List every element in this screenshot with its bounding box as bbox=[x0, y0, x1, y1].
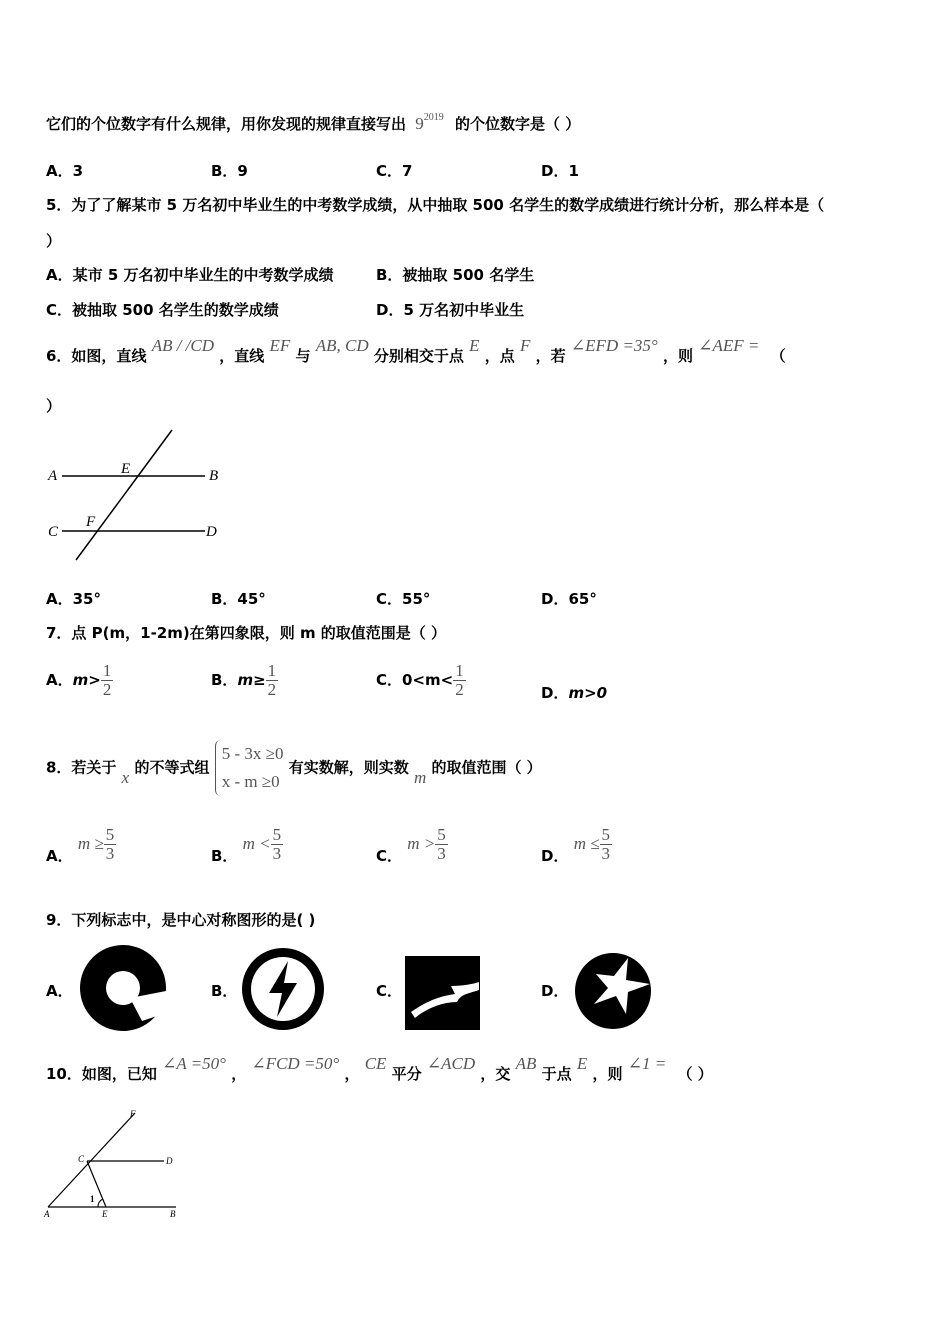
q8-d-numerator: 5 bbox=[601, 825, 611, 844]
q8-a-label: A． bbox=[46, 847, 73, 865]
logo-c-icon bbox=[405, 956, 480, 1030]
q6-option-b: B．45° bbox=[211, 590, 266, 608]
q8-c-numerator: 5 bbox=[437, 825, 446, 844]
q6-option-d: D．65° bbox=[541, 590, 597, 608]
q8-b-denominator: 3 bbox=[272, 844, 282, 863]
q8-a-denominator: 3 bbox=[105, 844, 115, 863]
q8-text-4: 的取值范围（ ） bbox=[431, 758, 542, 777]
q8-inequality-system bbox=[215, 740, 284, 796]
q7-b-denominator: 2 bbox=[267, 680, 277, 699]
q6-math-f: F bbox=[520, 336, 531, 355]
q8-d-label: D． bbox=[541, 847, 569, 865]
label-e: E bbox=[102, 1209, 108, 1219]
q10-math-e: E bbox=[576, 1054, 588, 1073]
q7-c-expr: 0<m< bbox=[402, 671, 454, 689]
angle-1-arc bbox=[98, 1199, 103, 1207]
q7-a-denominator: 2 bbox=[102, 680, 112, 699]
q6-text-8: （ bbox=[770, 347, 786, 365]
q8-a-numerator: 5 bbox=[105, 825, 115, 844]
q10-text-6: 于点 bbox=[541, 1065, 572, 1083]
q8-c-denominator: 3 bbox=[437, 844, 446, 863]
q8-num: 8．若关于 bbox=[46, 758, 117, 777]
q4-tail: 的个位数字是（ ） bbox=[454, 115, 581, 133]
q8-text-2: 的不等式组 bbox=[134, 758, 210, 777]
q7-stem: 7．点 P(m，1-2m)在第四象限，则 m 的取值范围是（ ） bbox=[46, 624, 447, 642]
q7-option-c bbox=[376, 662, 466, 699]
q7-b-label: B． bbox=[211, 671, 238, 689]
q8-d-expr: m ≤ bbox=[573, 834, 600, 853]
line-af bbox=[48, 1113, 135, 1207]
q6-text-3: 与 bbox=[295, 347, 311, 365]
q5-stem-line2: ） bbox=[46, 232, 62, 250]
q10-text-2: ， bbox=[231, 1065, 247, 1083]
q7-c-numerator: 1 bbox=[455, 661, 464, 680]
q8-math-m: m bbox=[413, 767, 427, 787]
label-c: C bbox=[48, 524, 59, 540]
q4-option-d: D．1 bbox=[541, 162, 579, 180]
q4-exponent: 2019 bbox=[423, 112, 444, 123]
q8-option-c bbox=[376, 826, 448, 863]
q10-stem bbox=[46, 1054, 713, 1084]
q9-label-b: B． bbox=[211, 982, 238, 1000]
q6-stem bbox=[46, 336, 786, 366]
label-c: C bbox=[78, 1154, 85, 1164]
q6-math-ef: EF bbox=[269, 336, 291, 355]
q8-b-numerator: 5 bbox=[272, 825, 282, 844]
q6-math-ab-cd-2: AB, CD bbox=[315, 336, 369, 355]
q10-math-angle-a: ∠A =50° bbox=[162, 1054, 226, 1073]
q10-math-angle-1: ∠1 = bbox=[627, 1054, 667, 1073]
line-ef bbox=[76, 430, 172, 560]
label-angle-1: 1 bbox=[90, 1194, 95, 1204]
q5-option-d: D．5 万名初中毕业生 bbox=[376, 301, 525, 319]
q10-text-3: ， bbox=[344, 1065, 360, 1083]
q6-figure bbox=[40, 425, 240, 565]
q7-b-numerator: 1 bbox=[267, 661, 277, 680]
star-icon bbox=[574, 952, 652, 1030]
label-f: F bbox=[86, 514, 96, 530]
q7-a-label: A． bbox=[46, 671, 73, 689]
q8-option-a bbox=[46, 826, 116, 863]
q5-stem-line1: 5．为了了解某市 5 万名初中毕业生的中考数学成绩，从中抽取 500 名学生的数学成绩进行统计分析，那么样本是（ bbox=[46, 196, 825, 214]
label-a: A bbox=[44, 1209, 50, 1219]
q8-text-3: 有实数解，则实数 bbox=[288, 758, 409, 777]
q8-c-expr: m > bbox=[407, 834, 436, 853]
q6-option-a: A．35° bbox=[46, 590, 101, 608]
q7-c-label: C． bbox=[376, 671, 403, 689]
q7-option-a bbox=[46, 662, 113, 699]
label-a: A bbox=[48, 468, 58, 484]
q4-text: 它们的个位数字有什么规律，用你发现的规律直接写出 bbox=[46, 115, 407, 133]
q7-option-b bbox=[211, 662, 278, 699]
q10-text-4: 平分 bbox=[391, 1065, 422, 1083]
q7-option-d bbox=[541, 683, 607, 703]
q6-text-5: ，点 bbox=[484, 347, 515, 365]
q7-d-expr: m>0 bbox=[568, 684, 608, 702]
q6-text-2: ，直线 bbox=[219, 347, 265, 365]
q10-figure bbox=[40, 1105, 190, 1225]
q8-option-b bbox=[211, 826, 283, 863]
q8-inequality-1: 5 - 3x ≥0 bbox=[221, 744, 284, 763]
q9-stem: 9．下列标志中，是中心对称图形的是( ) bbox=[46, 911, 316, 929]
q4-option-c: C．7 bbox=[376, 162, 413, 180]
q10-math-angle-fcd: ∠FCD =50° bbox=[251, 1054, 340, 1073]
q7-a-expr: m> bbox=[72, 671, 101, 689]
q6-text-6: ，若 bbox=[535, 347, 566, 365]
q10-math-angle-acd: ∠ACD bbox=[426, 1054, 476, 1073]
q6-math-e: E bbox=[469, 336, 480, 355]
q8-inequality-2: x - m ≥0 bbox=[221, 772, 280, 791]
q5-option-a: A．某市 5 万名初中毕业生的中考数学成绩 bbox=[46, 266, 334, 284]
q6-num: 6．如图，直线 bbox=[46, 347, 147, 365]
q8-b-expr: m < bbox=[242, 834, 271, 853]
q9-label-c: C． bbox=[376, 982, 403, 1000]
label-b: B bbox=[209, 468, 219, 484]
q4-stem bbox=[46, 114, 580, 137]
q10-text-8: （ ） bbox=[677, 1065, 713, 1083]
q6-stem-line2: ） bbox=[46, 397, 62, 415]
q8-option-d bbox=[541, 826, 612, 863]
q10-math-ab: AB bbox=[515, 1054, 537, 1073]
q10-text-7: ，则 bbox=[592, 1065, 623, 1083]
q9-label-a: A． bbox=[46, 982, 73, 1000]
q7-a-numerator: 1 bbox=[102, 661, 112, 680]
logo-a-icon bbox=[78, 943, 168, 1033]
q6-text-4: 分别相交于点 bbox=[373, 347, 464, 365]
q8-d-denominator: 3 bbox=[601, 844, 611, 863]
label-d: D bbox=[166, 1156, 173, 1166]
q6-option-c: C．55° bbox=[376, 590, 431, 608]
q10-math-ce: CE bbox=[364, 1054, 387, 1073]
q5-option-b: B．被抽取 500 名学生 bbox=[376, 266, 535, 284]
label-b: B bbox=[170, 1209, 176, 1219]
q4-base: 9 bbox=[415, 114, 424, 133]
q8-stem bbox=[46, 740, 542, 796]
label-f: F bbox=[130, 1109, 136, 1119]
lightning-icon bbox=[241, 947, 325, 1031]
q9-label-d: D． bbox=[541, 982, 569, 1000]
q7-b-expr: m≥ bbox=[237, 671, 266, 689]
label-d: D bbox=[206, 524, 217, 540]
q6-math-ab-cd: AB / /CD bbox=[151, 336, 215, 355]
q5-option-c: C．被抽取 500 名学生的数学成绩 bbox=[46, 301, 279, 319]
q8-b-label: B． bbox=[211, 847, 238, 865]
q8-c-label: C． bbox=[376, 847, 403, 865]
q7-d-label: D． bbox=[541, 684, 569, 702]
q6-text-7: ，则 bbox=[662, 347, 693, 365]
q4-option-a: A．3 bbox=[46, 162, 84, 180]
q4-option-b: B．9 bbox=[211, 162, 248, 180]
q10-num: 10．如图，已知 bbox=[46, 1065, 157, 1083]
q6-math-angle-aef: ∠AEF = bbox=[698, 336, 760, 355]
label-e: E bbox=[121, 461, 131, 477]
q7-c-denominator: 2 bbox=[455, 680, 464, 699]
q8-math-x: x bbox=[121, 767, 130, 787]
q6-math-angle-efd: ∠EFD =35° bbox=[570, 336, 658, 355]
q8-a-expr: m ≥ bbox=[77, 834, 104, 853]
q10-text-5: ，交 bbox=[480, 1065, 511, 1083]
